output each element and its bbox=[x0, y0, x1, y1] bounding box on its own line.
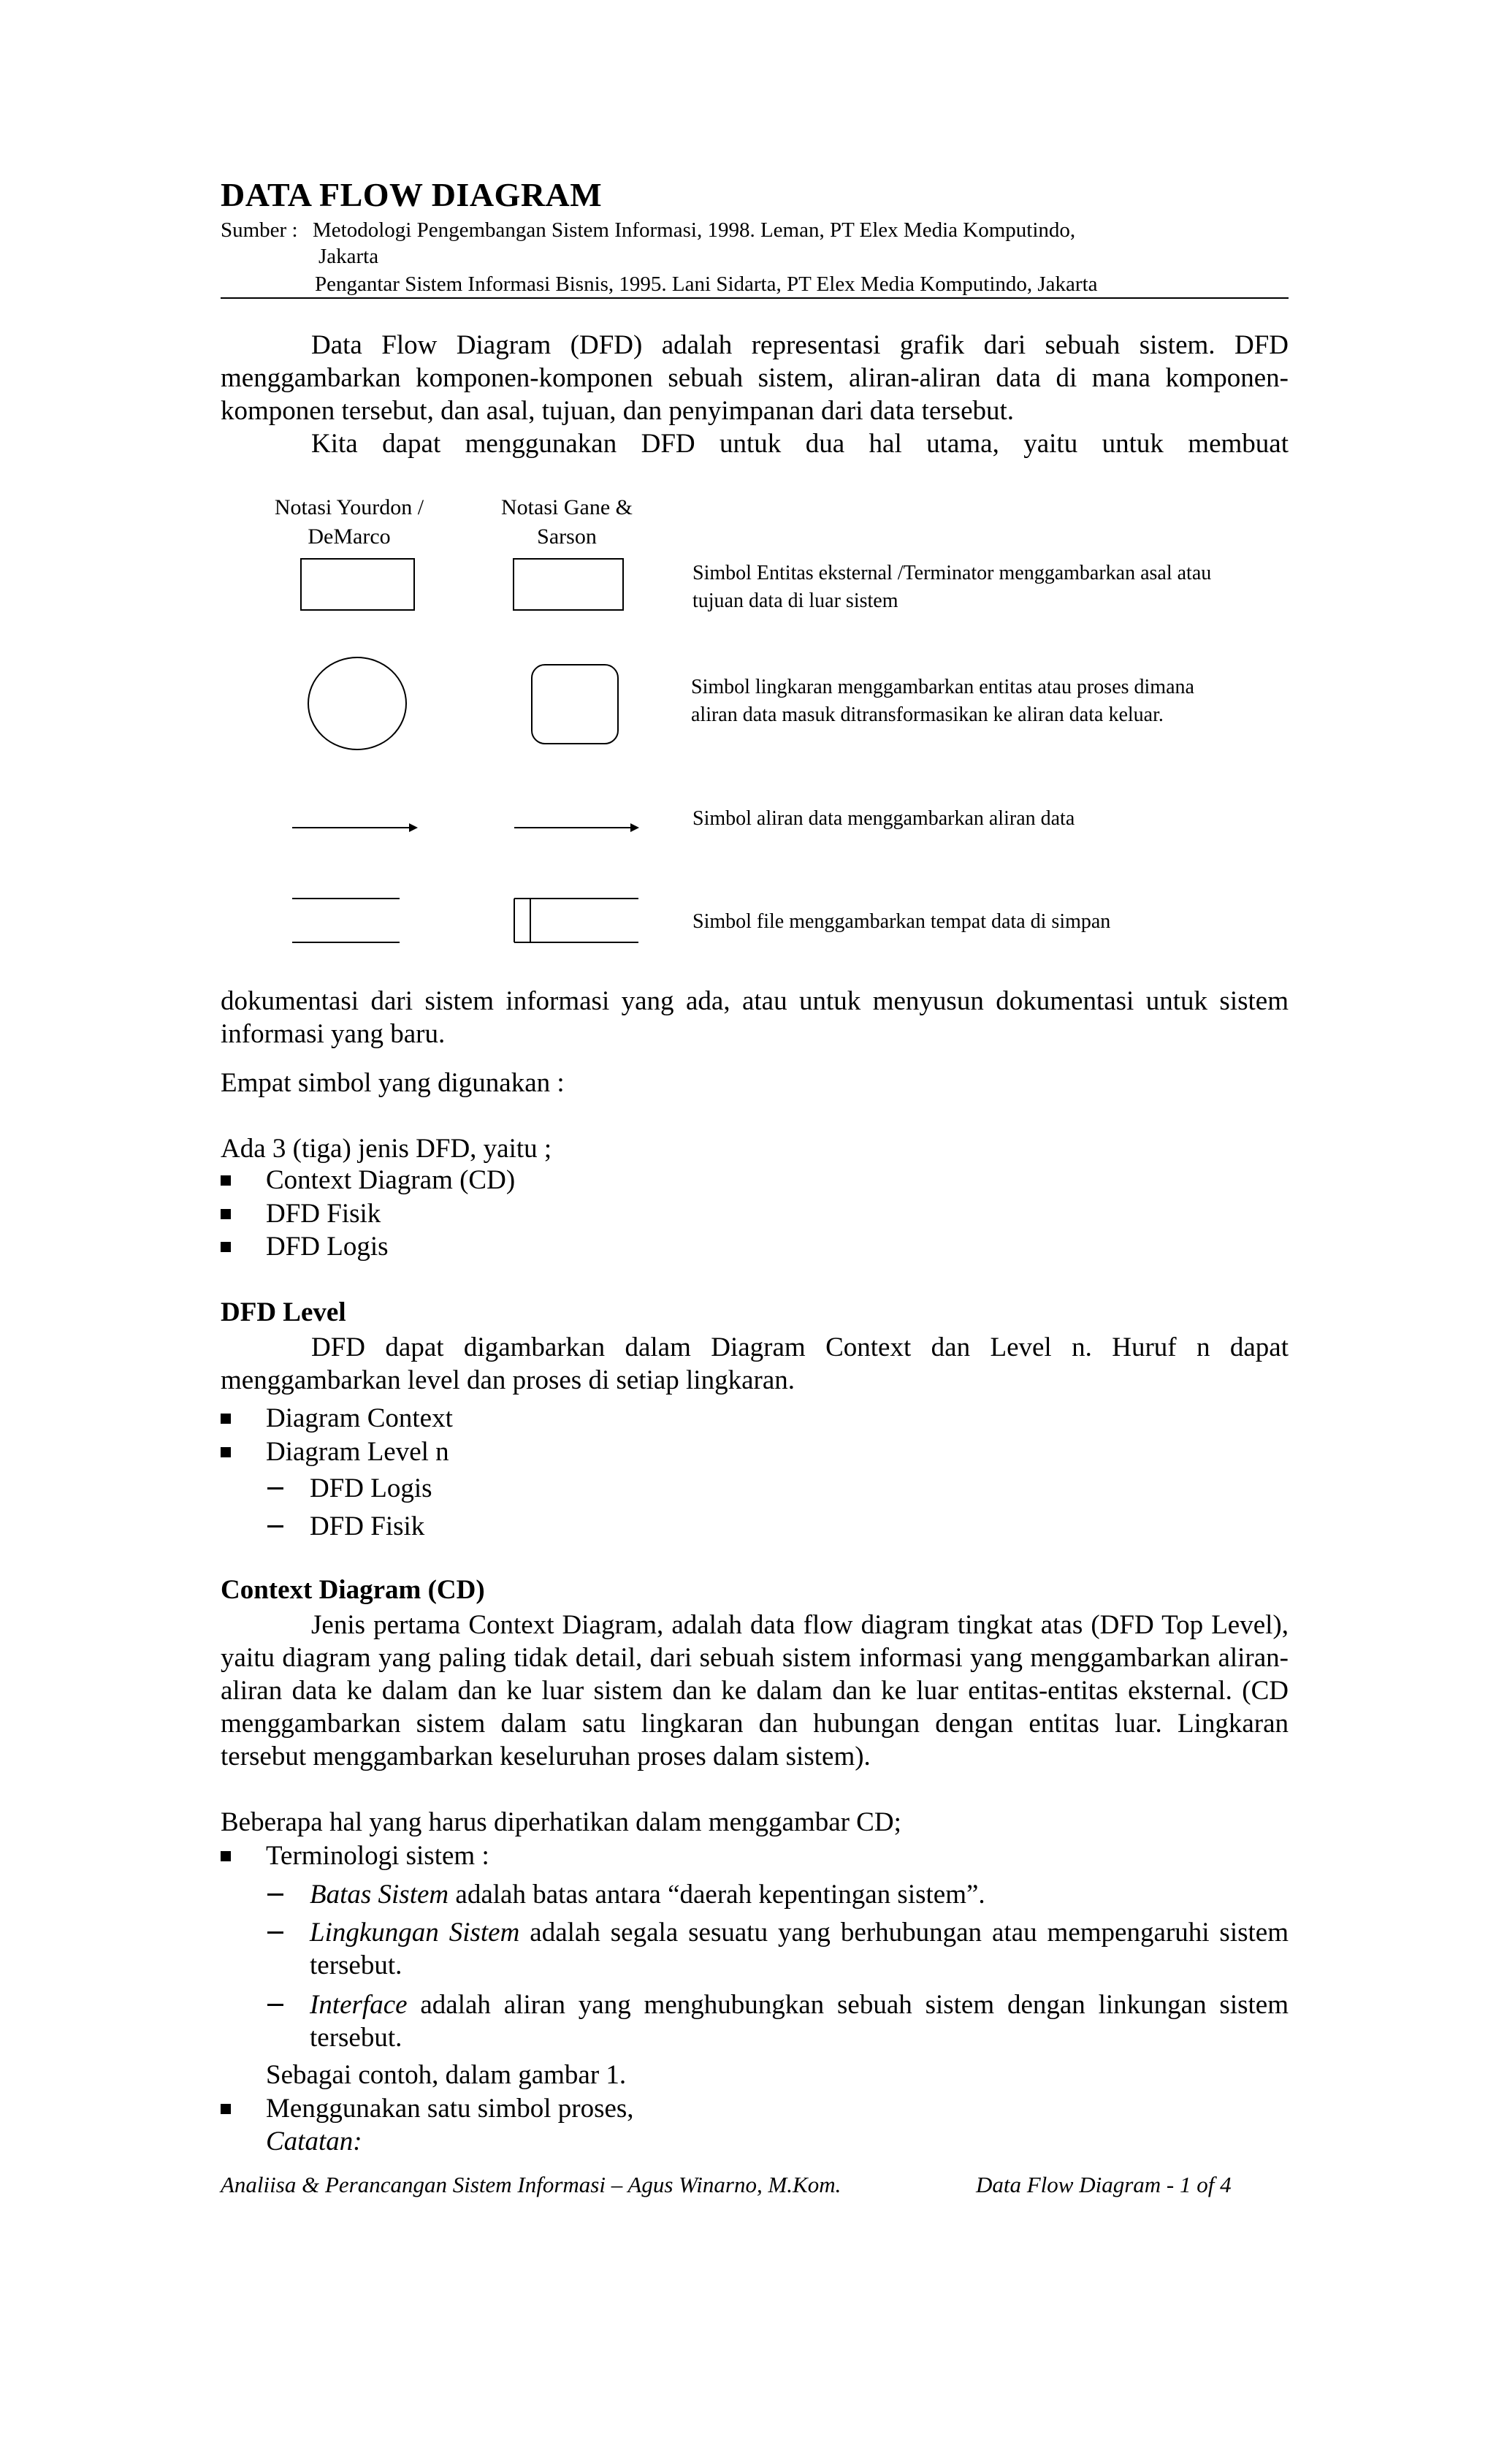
dfd-notation-figure bbox=[278, 548, 657, 950]
bullet-marker bbox=[221, 1209, 231, 1219]
dfd-level-paragraph: DFD dapat digambarkan dalam Diagram Context dan Level n. Huruf n dapat menggambarkan level dan proses di setiap lingkaran. bbox=[221, 1332, 1289, 1395]
process-symbol-item: Menggunakan satu simbol proses, bbox=[266, 2094, 634, 2124]
dash-marker bbox=[267, 1525, 283, 1527]
example-text: Sebagai contoh, dalam gambar 1. bbox=[266, 2060, 627, 2090]
header-rule bbox=[221, 297, 1289, 299]
gane-flow-symbol bbox=[514, 823, 639, 832]
bullet-marker bbox=[221, 1447, 231, 1457]
bullet-marker bbox=[221, 1175, 231, 1186]
term-italic: Batas Sistem bbox=[310, 1880, 449, 1910]
footer-page: Data Flow Diagram - 1 of 4 bbox=[976, 2172, 1232, 2197]
context-diagram-intro: Beberapa hal yang harus diperhatikan dalam menggambar CD; bbox=[221, 1807, 901, 1837]
term-text: adalah aliran yang menghubungkan sebuah sistem dengan linkungan sistem tersebut. bbox=[310, 1990, 1289, 2053]
bullet-marker bbox=[221, 1242, 231, 1252]
desc-entity: Simbol Entitas eksternal /Terminator menggambarkan asal atau tujuan data di luar sistem bbox=[692, 562, 1212, 612]
gane-process-symbol bbox=[532, 665, 618, 744]
source-label: Sumber : bbox=[221, 218, 298, 242]
gane-entity-symbol bbox=[514, 559, 623, 610]
dash-marker bbox=[267, 1893, 283, 1896]
figure-col2-label: Notasi Gane & Sarson bbox=[501, 495, 633, 549]
context-diagram-paragraph: Jenis pertama Context Diagram, adalah data flow diagram tingkat atas (DFD Top Level), yaitu diagram yang paling tidak detail, dari sebuah sistem informasi yang menggambarkan aliran-aliran data ke dalam dan ke luar sistem dan ke dalam dan ke luar entitas-entitas eksternal. (CD menggambarkan sistem dalam satu lingkaran dan hubungan dengan entitas luar. Lingkaran tersebut menggambarkan keseluruhan proses dalam sistem). bbox=[221, 1610, 1289, 1771]
type-item: DFD Fisik bbox=[266, 1199, 381, 1229]
term-italic: Interface bbox=[310, 1990, 408, 2020]
level-item: Diagram Level n bbox=[266, 1437, 449, 1467]
section-heading-dfd-level: DFD Level bbox=[221, 1297, 346, 1327]
terminology-item: Terminologi sistem : bbox=[266, 1841, 489, 1871]
desc-store: Simbol file menggambarkan tempat data di simpan bbox=[692, 910, 1111, 933]
bullet-marker bbox=[221, 1414, 231, 1424]
source-2: Pengantar Sistem Informasi Bisnis, 1995. Lani Sidarta, PT Elex Media Komputindo, Jakarta bbox=[315, 272, 1098, 296]
yourdon-process-symbol bbox=[308, 657, 406, 750]
source-1b: Jakarta bbox=[318, 245, 379, 268]
footer-left: Analiisa & Perancangan Sistem Informasi – Agus Winarno, M.Kom. bbox=[221, 2172, 842, 2197]
type-item: Context Diagram (CD) bbox=[266, 1165, 516, 1195]
intro-paragraph-2: Kita dapat menggunakan DFD untuk dua hal utama, yaitu untuk membuat bbox=[311, 429, 1289, 459]
source-1a: Metodologi Pengembangan Sistem Informasi, 1998. Leman, PT Elex Media Komputindo, bbox=[313, 218, 1076, 242]
bullet-marker bbox=[221, 2104, 231, 2114]
desc-flow: Simbol aliran data menggambarkan aliran data bbox=[692, 807, 1075, 830]
symbols-intro: Empat simbol yang digunakan : bbox=[221, 1068, 565, 1098]
term-batas-sistem bbox=[310, 1878, 1289, 1911]
level-subitem: DFD Logis bbox=[310, 1473, 432, 1503]
yourdon-flow-symbol bbox=[292, 823, 418, 832]
continuation-paragraph: dokumentasi dari sistem informasi yang ada, atau untuk menyusun dokumentasi untuk sistem informasi yang baru. bbox=[221, 986, 1289, 1049]
level-item: Diagram Context bbox=[266, 1403, 453, 1433]
dash-marker bbox=[267, 1487, 283, 1490]
term-lingkungan-sistem bbox=[310, 1916, 1289, 1982]
desc-process: Simbol lingkaran menggambarkan entitas atau proses dimana aliran data masuk ditransformasikan ke aliran data keluar. bbox=[691, 676, 1194, 726]
note-label: Catatan: bbox=[266, 2127, 362, 2156]
term-text: adalah segala sesuatu yang berhubungan atau mempengaruhi sistem tersebut. bbox=[310, 1918, 1289, 1980]
intro-paragraph: Data Flow Diagram (DFD) adalah representasi grafik dari sebuah sistem. DFD menggambarkan komponen-komponen sebuah sistem, aliran-aliran data di mana komponen-komponen tersebut, dan asal, tujuan, dan penyimpanan dari data tersebut. bbox=[221, 330, 1289, 426]
yourdon-entity-symbol bbox=[301, 559, 414, 610]
yourdon-store-symbol bbox=[292, 899, 400, 942]
type-item: DFD Logis bbox=[266, 1232, 389, 1262]
types-intro: Ada 3 (tiga) jenis DFD, yaitu ; bbox=[221, 1134, 552, 1164]
level-subitem: DFD Fisik bbox=[310, 1511, 425, 1541]
dash-marker bbox=[267, 1931, 283, 1934]
figure-col1-label: Notasi Yourdon / DeMarco bbox=[274, 495, 424, 549]
section-heading-context-diagram: Context Diagram (CD) bbox=[221, 1575, 485, 1605]
gane-store-symbol bbox=[514, 899, 638, 942]
page-title: DATA FLOW DIAGRAM bbox=[221, 176, 603, 213]
dash-marker bbox=[267, 2004, 283, 2006]
term-italic: Lingkungan Sistem bbox=[310, 1918, 520, 1948]
term-text: adalah batas antara “daerah kepentingan sistem”. bbox=[449, 1880, 985, 1910]
bullet-marker bbox=[221, 1851, 231, 1861]
term-interface bbox=[310, 1988, 1289, 2054]
